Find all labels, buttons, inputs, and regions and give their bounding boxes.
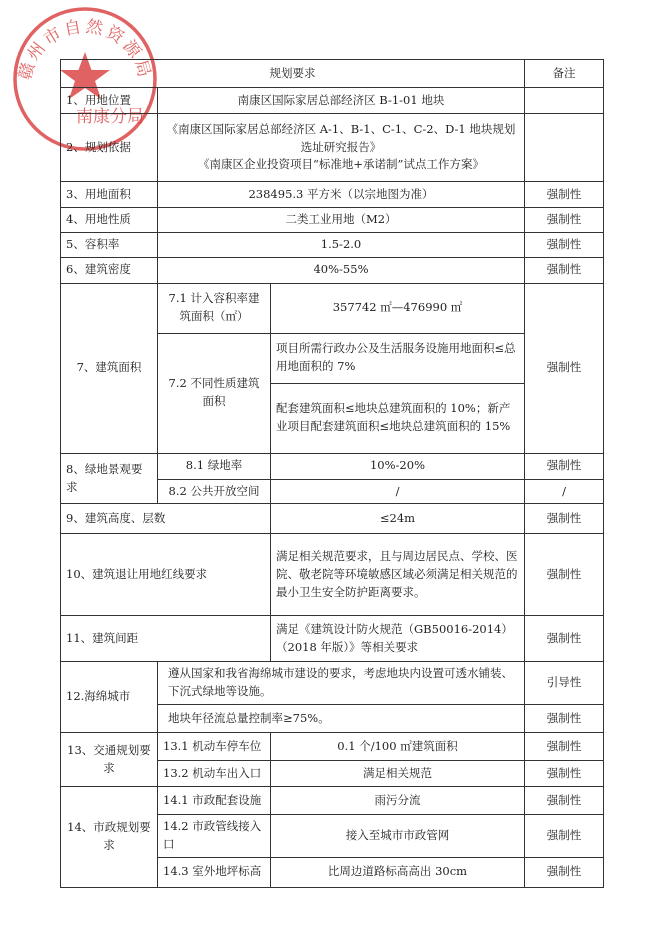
- sub-label: 7.2 不同性质建筑面积: [158, 333, 271, 453]
- row-label: 4、用地性质: [61, 208, 158, 233]
- row-value: 遵从国家和我省海绵城市建设的要求，考虑地块内设置可透水铺装、下沉式绿地等设施。: [158, 662, 525, 705]
- row-value: 满足相关规范要求，且与周边居民点、学校、医院、敬老院等环境敏感区域必须满足相关规范的最小卫生安全防护距离要求。: [271, 534, 525, 616]
- sub-label: 8.1 绿地率: [158, 453, 271, 479]
- row-value: 1.5-2.0: [158, 232, 525, 257]
- row-label: 13、交通规划要求: [61, 733, 158, 787]
- row-note: 强制性: [525, 761, 604, 787]
- sub-value: 接入至城市市政管网: [271, 815, 525, 858]
- row-label: 2、规划依据: [61, 114, 158, 182]
- sub-value: /: [271, 479, 525, 504]
- table-row: [61, 534, 604, 616]
- table-row: [61, 114, 604, 182]
- row-note: 强制性: [525, 705, 604, 733]
- table-row: [61, 662, 604, 705]
- row-label: 7、建筑面积: [61, 283, 158, 453]
- header-remarks: 备注: [525, 60, 604, 88]
- sub-label: 14.2 市政管线接入口: [158, 815, 271, 858]
- sub-value: 满足相关规范: [271, 761, 525, 787]
- row-value: 南康区国际家居总部经济区 B-1-01 地块: [158, 88, 525, 114]
- row-note: 强制性: [525, 733, 604, 761]
- sub-value: 0.1 个/100 ㎡建筑面积: [271, 733, 525, 761]
- row-note: 强制性: [525, 232, 604, 257]
- sub-value: 10%-20%: [271, 453, 525, 479]
- row-label: 12.海绵城市: [61, 662, 158, 733]
- table-row: [61, 232, 604, 257]
- row-note: 强制性: [525, 534, 604, 616]
- row-note: 强制性: [525, 616, 604, 662]
- table-row: [61, 453, 604, 479]
- row-label: 11、建筑间距: [61, 616, 271, 662]
- row-note: 强制性: [525, 257, 604, 283]
- row-label: 8、绿地景观要求: [61, 453, 158, 504]
- row-value: 二类工业用地（M2）: [158, 208, 525, 233]
- sub-label: 7.1 计入容积率建筑面积（㎡）: [158, 283, 271, 333]
- sub-value: 配套建筑面积≤地块总建筑面积的 10%；新产业项目配套建筑面积≤地块总建筑面积的 15%: [271, 383, 525, 453]
- sub-value: 雨污分流: [271, 787, 525, 815]
- sub-label: 14.3 室外地坪标高: [158, 857, 271, 887]
- sub-value: 比周边道路标高高出 30cm: [271, 857, 525, 887]
- row-value: [158, 114, 525, 182]
- row-note: /: [525, 479, 604, 504]
- row-value: 满足《建筑设计防火规范（GB50016-2014）（2018 年版）》等相关要求: [271, 616, 525, 662]
- basis-line: 《南康区国际家居总部经济区 A-1、B-1、C-1、C-2、D-1 地块规划选址研究报告》: [166, 121, 516, 154]
- table-header-row: [61, 60, 604, 88]
- row-note: 强制性: [525, 283, 604, 453]
- table-row: [61, 208, 604, 233]
- basis-line: 《南康区企业投资项目“标准地+承诺制”试点工作方案》: [198, 157, 484, 172]
- row-note: 强制性: [525, 208, 604, 233]
- sub-label: 13.2 机动车出入口: [158, 761, 271, 787]
- seal-bottom-text: 南康分局: [76, 107, 144, 127]
- table-row: [61, 787, 604, 815]
- sub-value: 357742 ㎡—476990 ㎡: [271, 283, 525, 333]
- table-row: [61, 733, 604, 761]
- row-label: 3、用地面积: [61, 182, 158, 208]
- sub-label: 14.1 市政配套设施: [158, 787, 271, 815]
- header-requirements: 规划要求: [61, 60, 525, 88]
- row-label: 5、容积率: [61, 232, 158, 257]
- row-label: 14、市政规划要求: [61, 787, 158, 888]
- sub-label: 13.1 机动车停车位: [158, 733, 271, 761]
- row-note: 强制性: [525, 787, 604, 815]
- table-row: [61, 88, 604, 114]
- sub-value: 项目所需行政办公及生活服务设施用地面积≤总用地面积的 7%: [271, 333, 525, 383]
- row-note: 强制性: [525, 182, 604, 208]
- sub-label: 8.2 公共开放空间: [158, 479, 271, 504]
- row-note: 强制性: [525, 815, 604, 858]
- row-value: ≤24m: [271, 504, 525, 534]
- table-row: [61, 283, 604, 333]
- row-note: 引导性: [525, 662, 604, 705]
- seal-top-text: 赣州市自然资源局: [15, 16, 155, 83]
- row-label: 10、建筑退让用地红线要求: [61, 534, 271, 616]
- row-note: 强制性: [525, 504, 604, 534]
- planning-requirements-table: [60, 59, 604, 888]
- row-note: [525, 88, 604, 114]
- table-row: [61, 616, 604, 662]
- row-value: 238495.3 平方米（以宗地图为准）: [158, 182, 525, 208]
- table-row: [61, 257, 604, 283]
- row-note: 强制性: [525, 453, 604, 479]
- row-label: 9、建筑高度、层数: [61, 504, 271, 534]
- row-value: 40%-55%: [158, 257, 525, 283]
- row-note: [525, 114, 604, 182]
- table-row: [61, 182, 604, 208]
- row-note: 强制性: [525, 857, 604, 887]
- row-value: 地块年径流总量控制率≥75%。: [158, 705, 525, 733]
- row-label: 6、建筑密度: [61, 257, 158, 283]
- row-label: 1、用地位置: [61, 88, 158, 114]
- table-row: [61, 504, 604, 534]
